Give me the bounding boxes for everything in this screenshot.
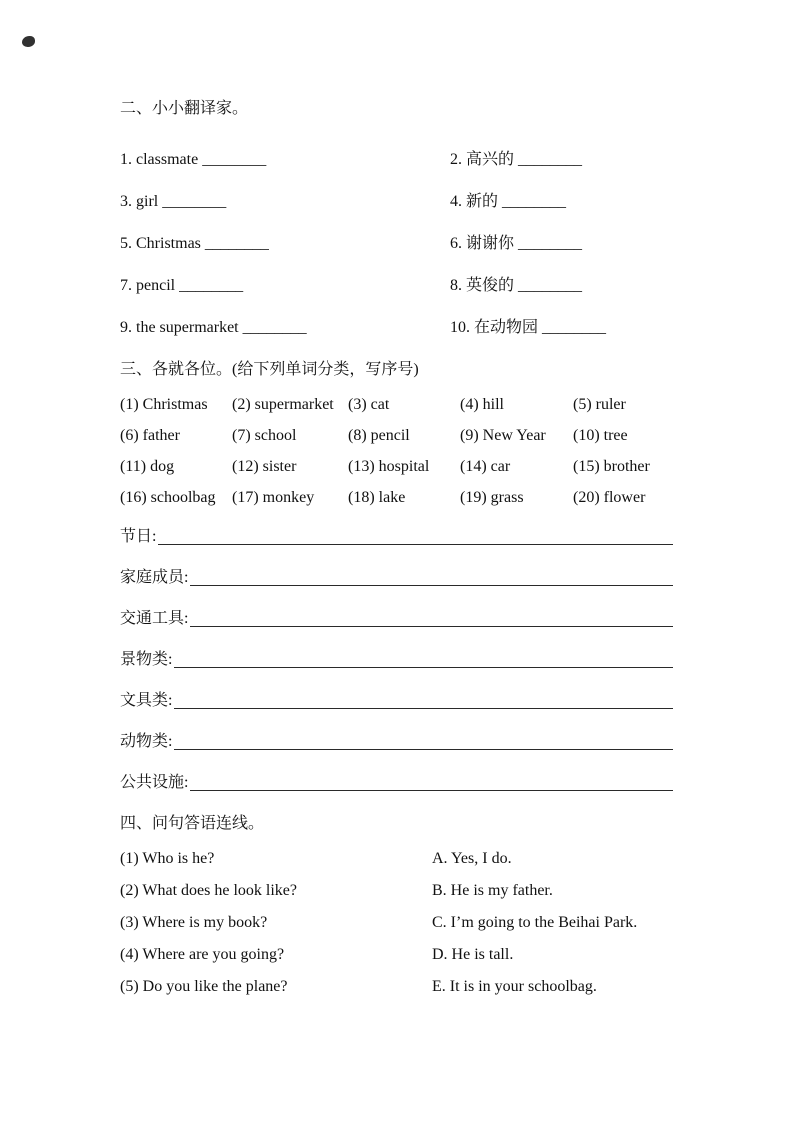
word-grid: [120, 395, 673, 507]
translation-item: 6. 谢谢你 ________: [450, 235, 583, 252]
matching-question: (2) What does he look like?: [120, 882, 297, 899]
category-label: 节日:: [120, 528, 157, 545]
matching-question: (1) Who is he?: [120, 850, 215, 867]
blank-line: [190, 609, 673, 627]
word-cell: (17) monkey: [232, 489, 315, 506]
blank-line: [174, 691, 673, 709]
matching-question: (3) Where is my book?: [120, 914, 268, 931]
category-row: [120, 650, 673, 669]
word-cell: (6) father: [120, 427, 180, 444]
word-cell: (12) sister: [232, 458, 297, 475]
translation-row: [120, 318, 673, 337]
word-cell: (20) flower: [573, 489, 646, 506]
translation-item: 7. pencil ________: [120, 277, 244, 294]
category-label: 家庭成员:: [120, 569, 189, 586]
word-cell: (13) hospital: [348, 458, 430, 475]
word-cell: (10) tree: [573, 427, 628, 444]
word-cell: (2) supermarket: [232, 396, 334, 413]
translation-item: 5. Christmas ________: [120, 235, 269, 252]
translation-row: [120, 276, 673, 295]
translation-item: 10. 在动物园 ________: [450, 319, 607, 336]
section-matching-title: 四、问句答语连线。: [120, 815, 265, 832]
category-label: 景物类:: [120, 651, 173, 668]
category-label: 文具类:: [120, 692, 173, 709]
section-translation-title: 二、小小翻译家。: [120, 100, 249, 117]
translation-item: 3. girl ________: [120, 193, 227, 210]
word-cell: (14) car: [460, 458, 511, 475]
translation-item: 1. classmate ________: [120, 151, 267, 168]
matching-row: [120, 913, 673, 932]
word-cell: (1) Christmas: [120, 396, 208, 413]
category-row: [120, 691, 673, 710]
translation-row: [120, 234, 673, 253]
word-cell: (7) school: [232, 427, 297, 444]
translation-item: 9. the supermarket ________: [120, 319, 307, 336]
category-row: [120, 609, 673, 628]
word-cell: (5) ruler: [573, 396, 626, 413]
matching-row: [120, 849, 673, 868]
word-cell: (8) pencil: [348, 427, 410, 444]
matching-answer: D. He is tall.: [432, 946, 514, 963]
matching-answer: A. Yes, I do.: [432, 850, 512, 867]
category-label: 公共设施:: [120, 774, 189, 791]
category-label: 交通工具:: [120, 610, 189, 627]
category-row: [120, 732, 673, 751]
category-row: [120, 527, 673, 546]
category-row: [120, 568, 673, 587]
blank-line: [174, 732, 673, 750]
translation-row: [120, 192, 673, 211]
word-cell: (15) brother: [573, 458, 650, 475]
ink-smudge: [22, 36, 35, 47]
matching-question: (5) Do you like the plane?: [120, 978, 288, 995]
translation-item: 2. 高兴的 ________: [450, 151, 583, 168]
category-label: 动物类:: [120, 733, 173, 750]
word-cell: (19) grass: [460, 489, 524, 506]
translation-row: [120, 150, 673, 169]
matching-answer: B. He is my father.: [432, 882, 553, 899]
word-cell: (4) hill: [460, 396, 504, 413]
word-cell: (9) New Year: [460, 427, 546, 444]
word-cell: (3) cat: [348, 396, 390, 413]
word-cell: (16) schoolbag: [120, 489, 216, 506]
word-cell: (11) dog: [120, 458, 175, 475]
matching-row: [120, 881, 673, 900]
blank-line: [158, 527, 673, 545]
matching-question: (4) Where are you going?: [120, 946, 285, 963]
category-row: [120, 773, 673, 792]
worksheet-page: [120, 99, 673, 996]
matching-row: [120, 945, 673, 964]
blank-line: [174, 650, 673, 668]
section-classify-title: 三、各就各位。(给下列单词分类，写序号): [120, 361, 419, 378]
word-cell: (18) lake: [348, 489, 406, 506]
matching-row: [120, 977, 673, 996]
matching-answer: E. It is in your schoolbag.: [432, 978, 597, 995]
blank-line: [190, 568, 673, 586]
translation-item: 8. 英俊的 ________: [450, 277, 583, 294]
translation-item: 4. 新的 ________: [450, 193, 567, 210]
matching-answer: C. I’m going to the Beihai Park.: [432, 914, 638, 931]
blank-line: [190, 773, 673, 791]
